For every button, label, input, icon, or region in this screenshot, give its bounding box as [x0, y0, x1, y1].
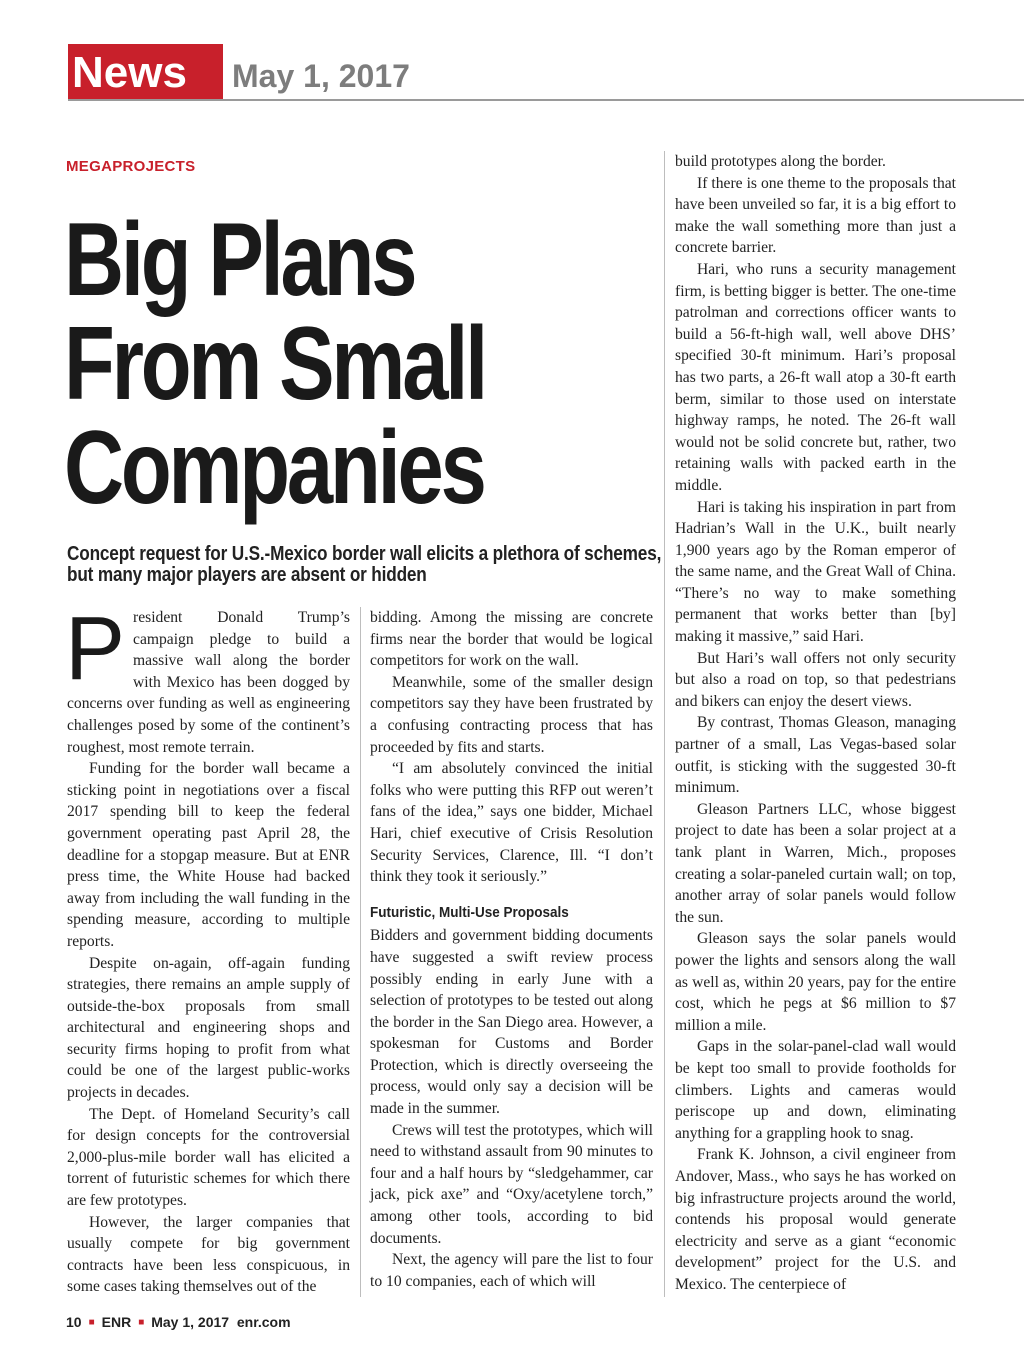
footer-date: May 1, 2017: [151, 1314, 230, 1330]
page-number: 10: [66, 1314, 82, 1330]
drop-cap: P: [65, 599, 126, 699]
paragraph: Bidders and government bidding documents have suggested a swift review process possibly ending in early June with a selection of prototypes to be tested out along the border in the San Diego area. However, a spokesman for Customs and Border Protection, which is directly overseeing the process, would only say a decision will be made in the summer.: [370, 927, 653, 1118]
paragraph: The Dept. of Homeland Security’s call for design concepts for the controversial 2,000-plus-mile border wall has elicited a torrent of futuristic schemes for which there are few prototypes.: [67, 1105, 350, 1210]
paragraph: By contrast, Thomas Gleason, managing partner of a small, Las Vegas-based solar outfit, is sticking with the suggested 30-ft minimum.: [675, 714, 956, 797]
paragraph: Despite on-again, off-again funding strategies, there remains an ample supply of outside-the-box proposals from small architectural and engineering shops and security firms hoping to profit from what could be one of the largest public-works projects in decades.: [67, 954, 350, 1102]
headline-line-3: Companies: [64, 410, 484, 526]
paragraph: But Hari’s wall offers not only security but also a road on top, so that pedestrians and bikers can enjoy the desert views.: [675, 649, 956, 710]
separator-square: ■: [88, 1317, 95, 1328]
page-footer: [66, 1314, 291, 1330]
website-link[interactable]: enr.com: [236, 1314, 291, 1330]
paragraph: Crews will test the prototypes, which will need to withstand assault from 90 minutes to four and a half hours by “sledgehammer, car jack, pick axe” and “Oxy/acetylene torch,” among other tools, according to bid documents.: [370, 1121, 653, 1247]
article-column-3: [675, 151, 956, 1295]
section-label: MEGAPROJECTS: [66, 158, 196, 175]
paragraph: “I am absolutely convinced the initial folks who were putting this RFP out weren’t fans of the idea,” says one bidder, Michael Hari, chief executive of Crisis Resolution Security Services, Clarence, Ill. “I don’t think they took it seriously.”: [370, 760, 653, 886]
article-column-2: [370, 607, 653, 1292]
news-label: News: [68, 44, 223, 99]
paragraph: [65, 599, 350, 758]
article-column-1: [65, 599, 350, 1298]
paragraph: Hari, who runs a security management firm, is betting bigger is better. The one-time patrolman and corrections officer wants to build a 56-ft-high wall, well above DHS’ specified 30-ft minimum. Hari’s proposal has two parts, a 26-ft wall atop a 30-ft earth berm, similar to those used on interstate highway ramps, he noted. The 26-ft wall would not be solid concrete but, rather, two retaining walls with packed earth in the middle.: [675, 260, 956, 494]
paragraph: Hari is taking his inspiration in part from Hadrian’s Wall in the U.K., built nearly 1,900 years ago by the Roman emperor of the same name, and the Great Wall of China. “There’s no way to make something permanent that works better than [by] making it massive,” said Hari.: [675, 498, 956, 646]
paragraph-text: resident Donald Trump’s campaign pledge to build a massive wall along the border with Mexico has been dogged by concerns over funding as well as engineering challenges posed by some of the continent’s roughest, most remote terrain.: [67, 609, 350, 756]
paragraph: Meanwhile, some of the smaller design competitors say they have been frustrated by a confusing contracting process that has proceeded by fits and starts.: [370, 673, 653, 756]
separator-square: ■: [138, 1317, 145, 1328]
column-divider: [664, 151, 665, 1297]
subhead: Futuristic, Multi-Use Proposals: [370, 903, 569, 921]
headline-line-1: Big Plans: [64, 202, 415, 318]
header-divider: [68, 99, 1024, 101]
paragraph: Gaps in the solar-panel-clad wall would be kept too small to provide footholds for climbers. Lights and cameras would periscope up and down, eliminating anything for a grappling hook to snag.: [675, 1038, 956, 1142]
header-date: May 1, 2017: [232, 58, 410, 94]
paragraph: However, the larger companies that usually compete for big government contracts have been less conspicuous, in some cases taking themselves out of the: [67, 1213, 350, 1296]
paragraph: Next, the agency will pare the list to four to 10 companies, each of which will: [370, 1251, 653, 1290]
headline-line-2: From Small: [64, 306, 486, 422]
paragraph: Frank K. Johnson, a civil engineer from Andover, Mass., who says he has worked on big infrastructure projects around the world, contends his proposal would generate electricity and serve as a giant “economic development” project for the U.S. and Mexico. The centerpiece of: [675, 1146, 956, 1293]
paragraph: build prototypes along the border.: [675, 153, 886, 170]
paragraph: Funding for the border wall became a sticking point in negotiations over a fiscal 2017 spending bill to keep the federal government operating past April 28, the deadline for a stopgap measure. But at ENR press time, the White House had backed away from including the wall funding in the spending measure, according to multiple reports.: [67, 760, 350, 950]
publication-name: ENR: [101, 1314, 132, 1330]
paragraph: Gleason Partners LLC, whose biggest project to date has been a solar project at a tank plant in Warren, Mich., proposes creating a solar-paneled curtain wall; on top, another array of solar panels would follow the sun.: [675, 800, 956, 926]
paragraph: Gleason says the solar panels would power the lights and sensors along the wall as well as, within 20 years, pay for the entire cost, which he pegs at $6 million to $7 million a mile.: [675, 930, 956, 1034]
paragraph: bidding. Among the missing are concrete firms near the border that would be logical competitors for work on the wall.: [370, 609, 653, 670]
deck: Concept request for U.S.-Mexico border wall elicits a plethora of schemes, but many major players are absent or hidden: [67, 543, 662, 586]
column-divider: [360, 607, 361, 1297]
paragraph: If there is one theme to the proposals that have been unveiled so far, it is a big effort to make the wall something more than just a concrete barrier.: [675, 174, 956, 257]
headline: [64, 202, 486, 526]
